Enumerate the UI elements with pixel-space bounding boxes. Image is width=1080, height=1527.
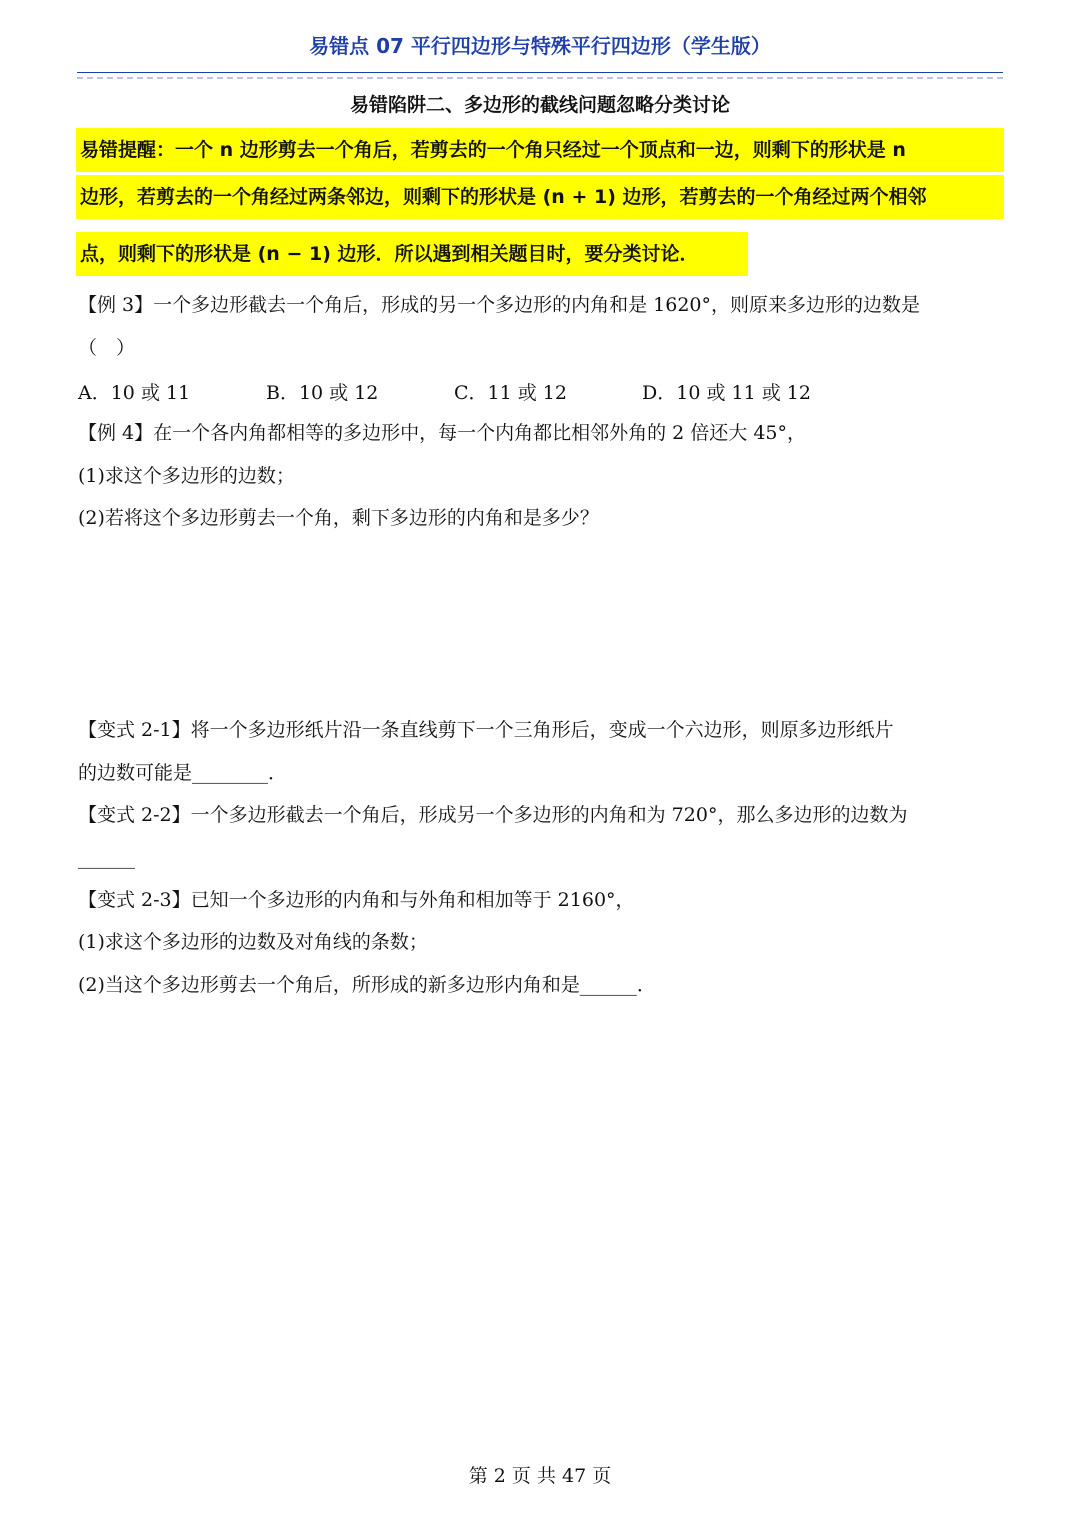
page-header-title: 易错点 07 平行四边形与特殊平行四边形（学生版） xyxy=(309,34,771,58)
variant-2-1-blank-line: 的边数可能是________． xyxy=(78,762,288,784)
section-title: 易错陷阱二、多边形的截线问题忽略分类讨论 xyxy=(349,94,730,116)
reminder-line-2: 边形，若剪去的一个角经过两条邻边，则剩下的形状是 (n + 1) 边形，若剪去的一个角经过两个相邻 xyxy=(76,175,1004,219)
example-4-question-2: (2)若将这个多边形剪去一个角，剩下多边形的内角和是多少？ xyxy=(78,507,599,529)
header-divider xyxy=(77,72,1003,73)
example-4-stem: 【例 4】在一个各内角都相等的多边形中，每一个内角都比相邻外角的 2 倍还大 45°， xyxy=(78,422,807,444)
reminder-line-1: 易错提醒：一个 n 边形剪去一个角后，若剪去的一个角只经过一个顶点和一边，则剩下的形状是 n xyxy=(76,128,1004,172)
variant-2-1-stem: 【变式 2-1】将一个多边形纸片沿一条直线剪下一个三角形后，变成一个六边形，则原多边形纸片 xyxy=(78,719,894,741)
example-3-stem: 【例 3】一个多边形截去一个角后，形成的另一个多边形的内角和是 1620°，则原来多边形的边数是 xyxy=(78,294,921,316)
page-footer: 第 2 页 共 47 页 xyxy=(468,1465,612,1487)
reminder-line-3: 点，则剩下的形状是 (n − 1) 边形．所以遇到相关题目时，要分类讨论． xyxy=(76,232,748,276)
variant-2-3-question-1: (1)求这个多边形的边数及对角线的条数； xyxy=(78,931,428,953)
example-3-option-d: D．10 或 11 或 12 xyxy=(642,382,811,404)
variant-2-2-blank: ______ xyxy=(78,847,135,869)
example-4-question-1: (1)求这个多边形的边数； xyxy=(78,465,295,487)
variant-2-2-stem: 【变式 2-2】一个多边形截去一个角后，形成另一个多边形的内角和为 720°，那么多边形的边数为 xyxy=(78,804,908,826)
variant-2-3-stem: 【变式 2-3】已知一个多边形的内角和与外角和相加等于 2160°， xyxy=(78,889,635,911)
example-3-option-b: B．10 或 12 xyxy=(266,382,379,404)
example-3-answer-bracket: （ ） xyxy=(78,337,136,359)
variant-2-3-question-2: (2)当这个多边形剪去一个角后，所形成的新多边形内角和是______． xyxy=(78,974,656,996)
example-3-option-a: A．10 或 11 xyxy=(78,382,191,404)
header-dashed-divider xyxy=(77,77,1003,79)
example-3-option-c: C．11 或 12 xyxy=(454,382,567,404)
